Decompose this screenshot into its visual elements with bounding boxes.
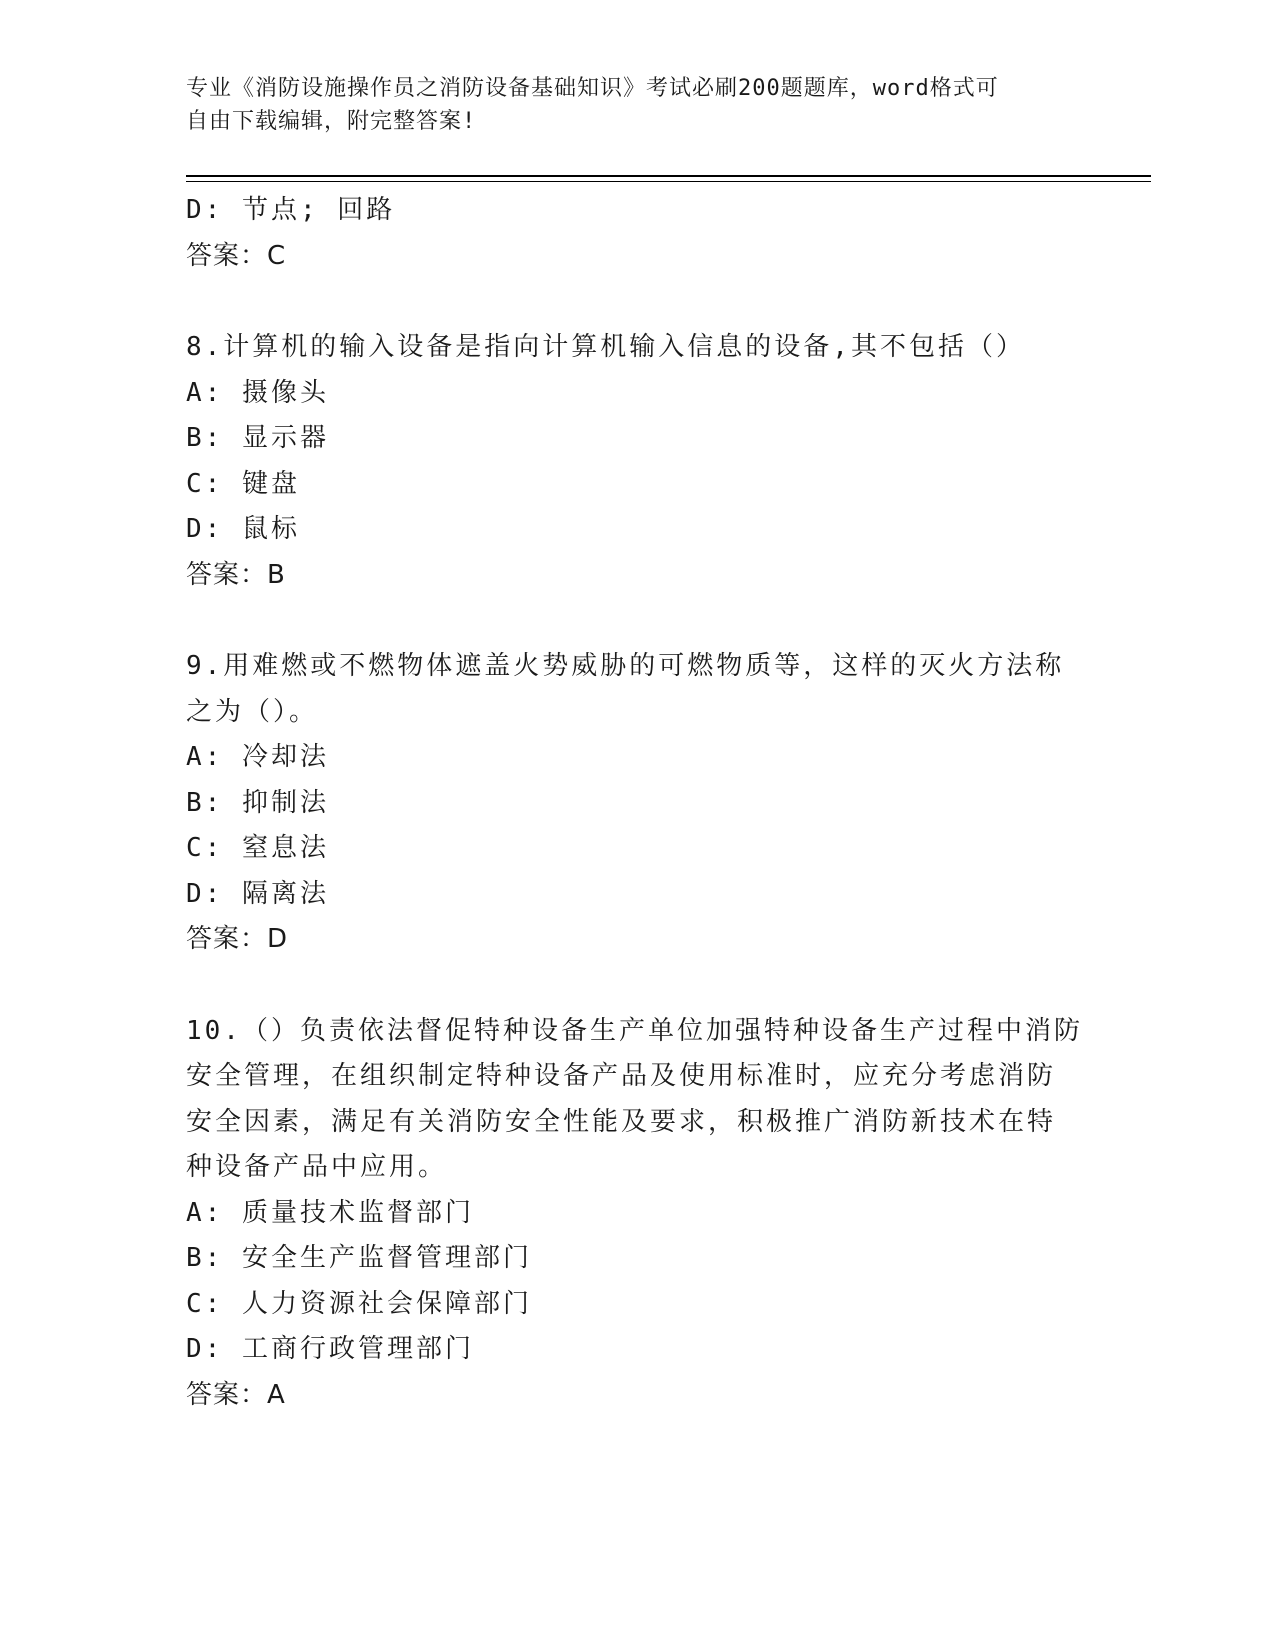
option-d: D: 隔离法 [186,878,329,909]
question-text-line-2: 安全管理，在组织制定特种设备产品及使用标准时，应充分考虑消防 [186,1061,1057,1091]
question-text-line-3: 安全因素，满足有关消防安全性能及要求，积极推广消防新技术在特 [186,1106,1057,1137]
option-b: B: 安全生产监督管理部门 [186,1243,532,1273]
option-b: B: 抑制法 [186,787,329,818]
header-line-2: 自由下载编辑，附完整答案! [186,109,477,134]
header-divider-thick [186,175,1151,177]
answer: 答案：D [186,924,289,954]
option-a: A: 质量技术监督部门 [186,1197,474,1228]
prev-answer: 答案：C [186,240,287,271]
option-d: D: 鼠标 [186,514,300,544]
option-c: C: 窒息法 [186,833,329,863]
header-line-1: 专业《消防设施操作员之消防设备基础知识》考试必刷200题题库，word格式可 [186,76,999,101]
answer: 答案：B [186,559,286,590]
spacer [186,963,1086,1009]
question-text-line-4: 种设备产品中应用。 [186,1152,448,1182]
option-d: D: 工商行政管理部门 [186,1334,474,1364]
question-10 [186,1009,1086,1419]
option-c: C: 人力资源社会保障部门 [186,1288,532,1319]
question-text-line-1: 10.（）负责依法督促特种设备生产单位加强特种设备生产过程中消防 [186,1015,1083,1046]
question-8 [186,325,1086,598]
prev-option-d: D: 节点; 回路 [186,195,396,225]
question-text-line-1: 9.用难燃或不燃物体遮盖火势威胁的可燃物质等，这样的灭火方法称 [186,651,1065,681]
question-content [186,188,1086,1418]
header-divider-thin [186,181,1151,182]
question-9 [186,644,1086,963]
spacer [186,598,1086,644]
option-a: A: 摄像头 [186,377,329,408]
question-text-line-2: 之为（）。 [186,696,319,727]
document-header [186,72,1066,138]
spacer [186,279,1086,325]
option-a: A: 冷却法 [186,742,329,772]
option-c: C: 键盘 [186,468,300,499]
option-b: B: 显示器 [186,423,329,453]
question-text: 8.计算机的输入设备是指向计算机输入信息的设备,其不包括（） [186,332,1025,362]
answer: 答案：A [186,1379,286,1410]
